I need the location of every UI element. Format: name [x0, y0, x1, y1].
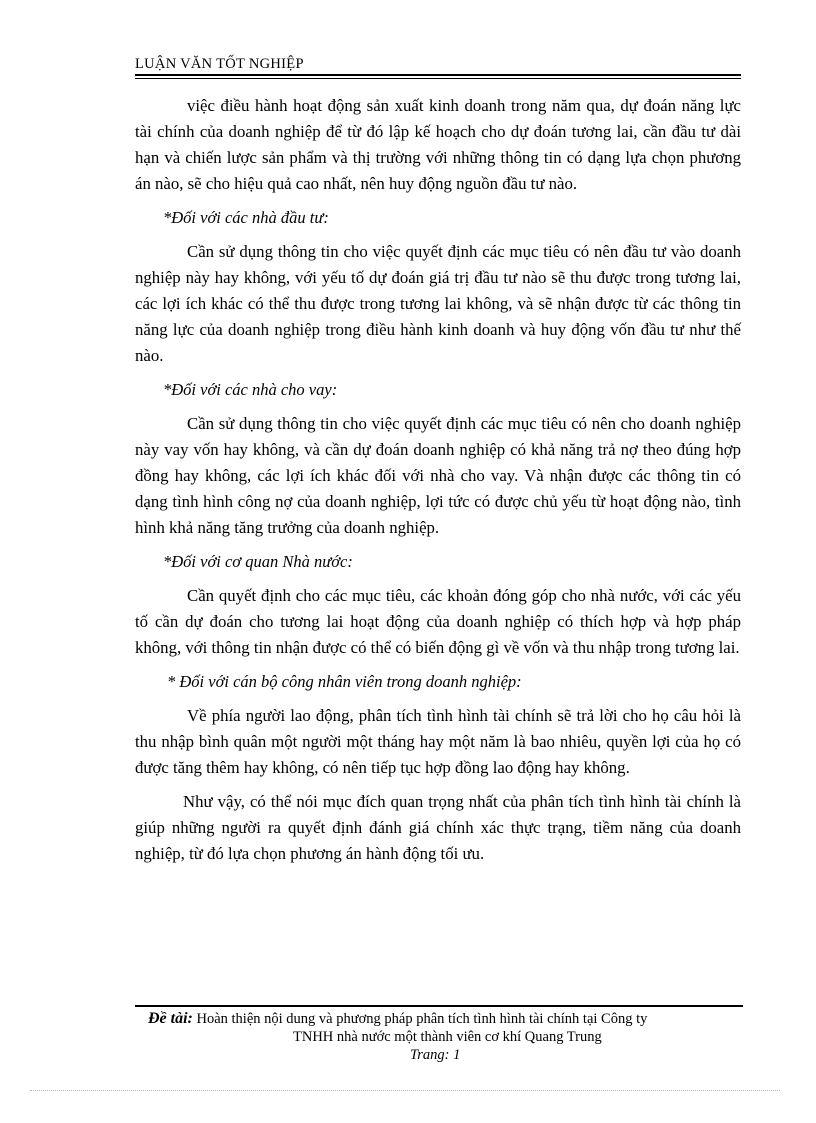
section-heading-lenders: *Đối với các nhà cho vay:: [163, 380, 338, 399]
paragraph-6: Như vậy, có thể nói mục đích quan trọng nhất của phân tích tình hình tài chính là giúp những người ra quyết định đánh giá chính xác thực trạng, tiềm năng của doanh nghiệp, từ đó lựa chọn phương án hành động tối ưu.: [135, 792, 741, 863]
section-heading-state: *Đối với cơ quan Nhà nước:: [163, 552, 353, 571]
section-heading-investors: *Đối với các nhà đầu tư:: [163, 208, 329, 227]
footer-rule: [135, 1005, 743, 1007]
footer-topic: [148, 1010, 744, 1028]
paragraph-2: Cần sử dụng thông tin cho việc quyết định các mục tiêu có nên đầu tư vào doanh nghiệp này hay không, với yếu tố dự đoán giá trị đầu tư nào sẽ thu được trong tương lai, các lợi ích khác có thể thu được trong tương lai không, và sẽ nhận được từ các thông tin năng lực của doanh nghiệp trong điều hành kinh doanh và huy động vốn đầu tư như thế nào.: [135, 242, 741, 365]
paragraph-4: Cần quyết định cho các mục tiêu, các khoản đóng góp cho nhà nước, với các yếu tố cần dự đoán cho tương lai hoạt động của doanh nghiệp có thích hợp và hợp pháp không, với thông tin nhận được có thể có biến động gì về vốn và thu nhập trong tương lai.: [135, 586, 741, 657]
page-bottom-border: [30, 1090, 780, 1091]
section-heading-employees: * Đối với cán bộ công nhân viên trong doanh nghiệp:: [167, 672, 522, 691]
header-rule: [135, 74, 741, 76]
page-number: Trang: 1: [410, 1047, 461, 1063]
footer-topic-line2: TNHH nhà nước một thành viên cơ khí Quang Trung: [293, 1029, 602, 1045]
document-body: [135, 93, 741, 867]
header-title: LUẬN VĂN TỐT NGHIỆP: [135, 56, 304, 72]
footer-topic-line1: Hoàn thiện nội dung và phương pháp phân tích tình hình tài chính tại Công ty: [192, 1011, 648, 1027]
footer-topic-label: Đề tài:: [148, 1010, 193, 1027]
footer: [148, 1010, 744, 1064]
header-rule-thin: [135, 78, 741, 79]
paragraph-1: việc điều hành hoạt động sản xuất kinh doanh trong năm qua, dự đoán năng lực tài chính của doanh nghiệp để từ đó lập kế hoạch cho dự đoán tương lai, cần đầu tư dài hạn và chiến lược sản phẩm và thị trường với những thông tin có dạng lựa chọn phương án nào, sẽ cho hiệu quả cao nhất, nên huy động nguồn đầu tư nào.: [135, 96, 741, 193]
paragraph-3: Cần sử dụng thông tin cho việc quyết định các mục tiêu có nên cho doanh nghiệp này vay vốn hay không, và cần dự đoán doanh nghiệp có khả năng trả nợ theo đúng hợp đồng hay không, các lợi ích khác đối với nhà cho vay. Và nhận được các thông tin có dạng tình hình công nợ của doanh nghiệp, lợi tức có được chủ yếu từ hoạt động nào, tình hình khả năng tăng trưởng của doanh nghiệp.: [135, 414, 741, 537]
paragraph-5: Về phía người lao động, phân tích tình hình tài chính sẽ trả lời cho họ câu hỏi là thu nhập bình quân một người một tháng hay một năm là bao nhiêu, quyền lợi của họ có được tăng thêm hay không, có nên tiếp tục hợp đồng lao động hay không.: [135, 706, 741, 777]
